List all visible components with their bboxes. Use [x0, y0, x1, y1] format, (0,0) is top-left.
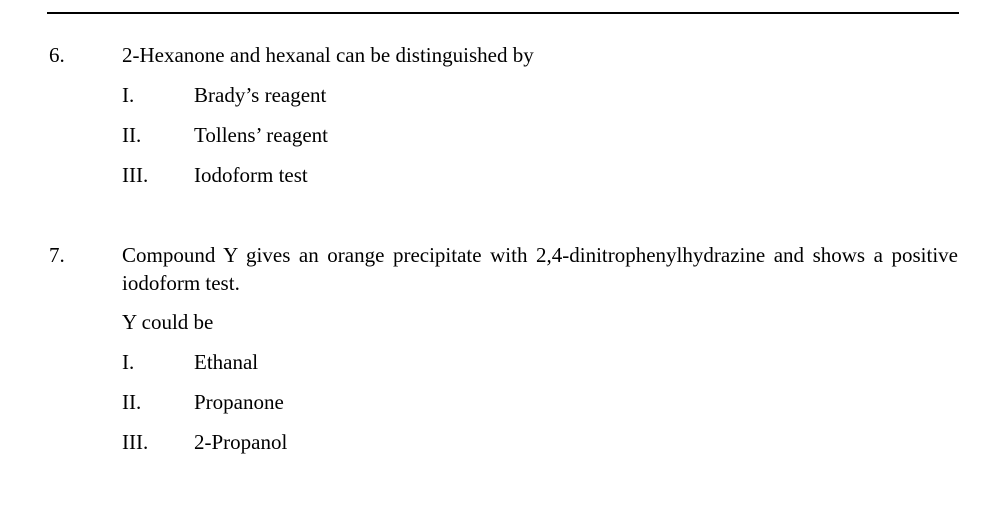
top-rule: [47, 12, 959, 14]
option-text: Iodoform test: [194, 163, 308, 187]
option-numeral: I.: [122, 350, 135, 374]
option-numeral: II.: [122, 123, 142, 147]
question-number: 6.: [49, 43, 65, 67]
option-text: Tollens’ reagent: [194, 123, 328, 147]
question-number: 7.: [49, 243, 65, 267]
question-stem: Compound Y gives an orange precipitate with 2,4-dinitrophenylhydrazine and shows a positive iodoform test.: [122, 243, 958, 295]
option-text: Brady’s reagent: [194, 83, 327, 107]
option-numeral: II.: [122, 390, 142, 414]
option-numeral: III.: [122, 430, 149, 454]
question-sub-stem: Y could be: [122, 310, 214, 334]
option-numeral: III.: [122, 163, 149, 187]
option-numeral: I.: [122, 83, 135, 107]
option-text: Ethanal: [194, 350, 259, 374]
question-stem: 2-Hexanone and hexanal can be distinguished by: [122, 43, 534, 67]
option-text: 2-Propanol: [194, 430, 288, 454]
option-text: Propanone: [194, 390, 284, 414]
